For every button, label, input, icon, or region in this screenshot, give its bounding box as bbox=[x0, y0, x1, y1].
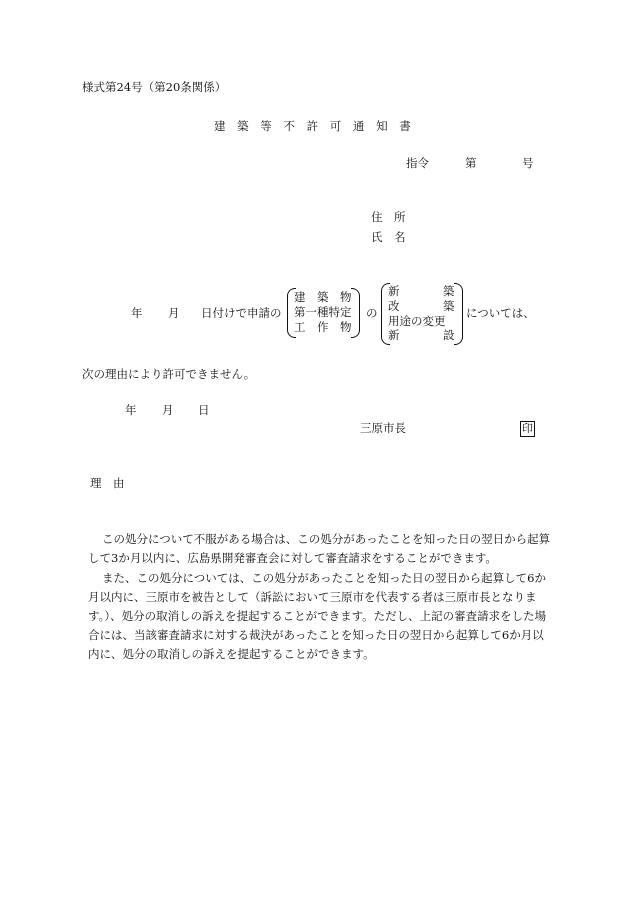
reason-line: 次の理由により許可できません。 bbox=[82, 367, 256, 381]
structure-type-group bbox=[289, 288, 358, 338]
action-use-change: 用途の変更 bbox=[388, 314, 446, 328]
mayor-title: 三原市長 bbox=[360, 421, 406, 435]
ref-shirei: 指令 bbox=[406, 156, 429, 170]
notice-paragraph-2: また、この処分については、この処分があったことを知った日の翌日から起算して6か月以内に、三原市を被告として（訴訟において三原市を代表する者は三原市長となります。）、処分の取消しの訴えを提起することができます。ただし、上記の審査請求をした場合には、当該審査請求に対する裁決があったことを知った日の翌日から起算して6か月以内に、処分の取消しの訴えを提起することができます。 bbox=[88, 571, 547, 661]
seal-mark: 印 bbox=[522, 422, 533, 435]
action-rebuild-right: 築 bbox=[443, 299, 455, 313]
date-year: 年 bbox=[131, 306, 143, 320]
sign-day: 日 bbox=[198, 403, 210, 417]
ref-dai: 第 bbox=[465, 156, 477, 170]
notice-paragraph-1: この処分について不服がある場合は、この処分があったことを知った日の翌日から起算して3か月以内に、広島県開発審査会に対して審査請求をすることができます。 bbox=[88, 532, 551, 565]
recipient-name-label: 氏 名 bbox=[371, 230, 406, 244]
structure-type-specific: 第一種特定 bbox=[294, 305, 352, 319]
connector-no: の bbox=[366, 306, 378, 320]
sign-month: 月 bbox=[162, 403, 174, 417]
ref-go: 号 bbox=[522, 156, 534, 170]
suffix-text: については、 bbox=[466, 306, 535, 320]
structure-type-building: 建 築 物 bbox=[294, 290, 352, 304]
recipient-address-label: 住 所 bbox=[371, 210, 406, 224]
reason-heading: 理 由 bbox=[90, 476, 125, 490]
right-paren bbox=[454, 283, 463, 345]
document-title: 建 築 等 不 許 可 通 知 書 bbox=[214, 119, 415, 133]
date-month: 月 bbox=[168, 306, 180, 320]
action-new-install-right: 設 bbox=[443, 328, 455, 342]
right-paren bbox=[351, 288, 360, 338]
structure-type-construct: 工 作 物 bbox=[294, 320, 352, 334]
date-day-text: 日付けで申請の bbox=[201, 306, 282, 320]
sign-year: 年 bbox=[125, 403, 137, 417]
action-type-group bbox=[383, 283, 461, 345]
form-label: 様式第24号（第20条関係） bbox=[82, 80, 227, 94]
action-new-build-right: 築 bbox=[443, 284, 455, 298]
action-rebuild-left: 改 bbox=[388, 299, 400, 313]
action-new-build-left: 新 bbox=[388, 284, 400, 298]
action-new-install-left: 新 bbox=[388, 328, 400, 342]
